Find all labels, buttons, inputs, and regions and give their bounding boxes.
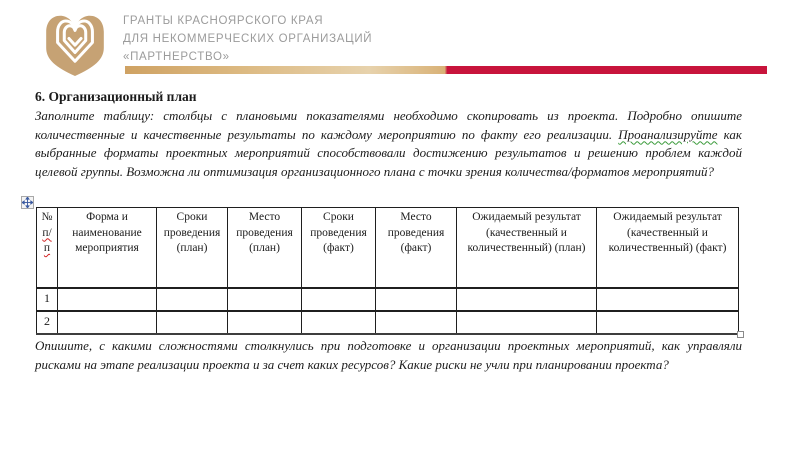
org-name-line2: ДЛЯ НЕКОММЕРЧЕСКИХ ОРГАНИЗАЦИЙ	[123, 33, 373, 45]
partnership-heart-logo-icon	[38, 11, 112, 78]
org-name-line1: ГРАНТЫ КРАСНОЯРСКОГО КРАЯ	[123, 15, 324, 27]
footer-question: Опишите, с какими сложностями столкнулись при подготовке и организации проектных мероприятий, как управляли рисками на этапе реализации проекта и за счет каких ресурсов? Какие риски не учли при планировании проекта?	[35, 338, 742, 372]
table-row	[37, 311, 739, 334]
empty-cell[interactable]	[157, 288, 228, 311]
table-move-handle-icon[interactable]	[21, 196, 34, 209]
org-name-block	[123, 12, 372, 66]
accent-divider-bar	[125, 66, 767, 74]
table-header-row	[37, 208, 739, 288]
empty-cell[interactable]	[376, 288, 457, 311]
row-number-cell[interactable]: 2	[37, 311, 58, 334]
empty-cell[interactable]	[228, 288, 302, 311]
col-header-place-fact: Место проведения (факт)	[376, 208, 457, 288]
table-row	[37, 288, 739, 311]
col-header-event-form: Форма и наименование мероприятия	[58, 208, 157, 288]
intro-text-after: как выбранные форматы проектных мероприятий способствовали достижению результатов и решению проблем каждой целевой группы. Возможна ли оптимизация организационного плана с точки зрения количества/форматов мероприятий?	[35, 126, 742, 179]
row-number-cell[interactable]: 1	[37, 288, 58, 311]
col-header-result-plan: Ожидаемый результат (качественный и количественный) (план)	[457, 208, 597, 288]
empty-cell[interactable]	[457, 288, 597, 311]
empty-cell[interactable]	[457, 311, 597, 334]
empty-cell[interactable]	[597, 311, 739, 334]
col-header-dates-fact: Сроки проведения (факт)	[302, 208, 376, 288]
org-plan-table	[36, 207, 739, 335]
col-header-dates-plan: Сроки проведения (план)	[157, 208, 228, 288]
col-header-place-plan: Место проведения (план)	[228, 208, 302, 288]
org-name-line3: «ПАРТНЕРСТВО»	[123, 51, 230, 63]
intro-spellchecked-word: Проанализируйте	[618, 126, 718, 142]
col-header-result-fact: Ожидаемый результат (качественный и количественный) (факт)	[597, 208, 739, 288]
empty-cell[interactable]	[228, 311, 302, 334]
intro-text-before: Заполните таблицу: столбцы с плановыми показателями необходимо скопировать из проекта. Подробно опишите количественные и качественные результаты по каждому мероприятию по факту его реализации.	[35, 108, 742, 142]
empty-cell[interactable]	[58, 311, 157, 334]
empty-cell[interactable]	[302, 288, 376, 311]
empty-cell[interactable]	[302, 311, 376, 334]
empty-cell[interactable]	[157, 311, 228, 334]
col-header-num: № п/п	[37, 208, 58, 288]
empty-cell[interactable]	[597, 288, 739, 311]
intro-paragraph	[35, 107, 742, 181]
empty-cell[interactable]	[58, 288, 157, 311]
section-title: 6. Организационный план	[35, 89, 197, 104]
empty-cell[interactable]	[376, 311, 457, 334]
